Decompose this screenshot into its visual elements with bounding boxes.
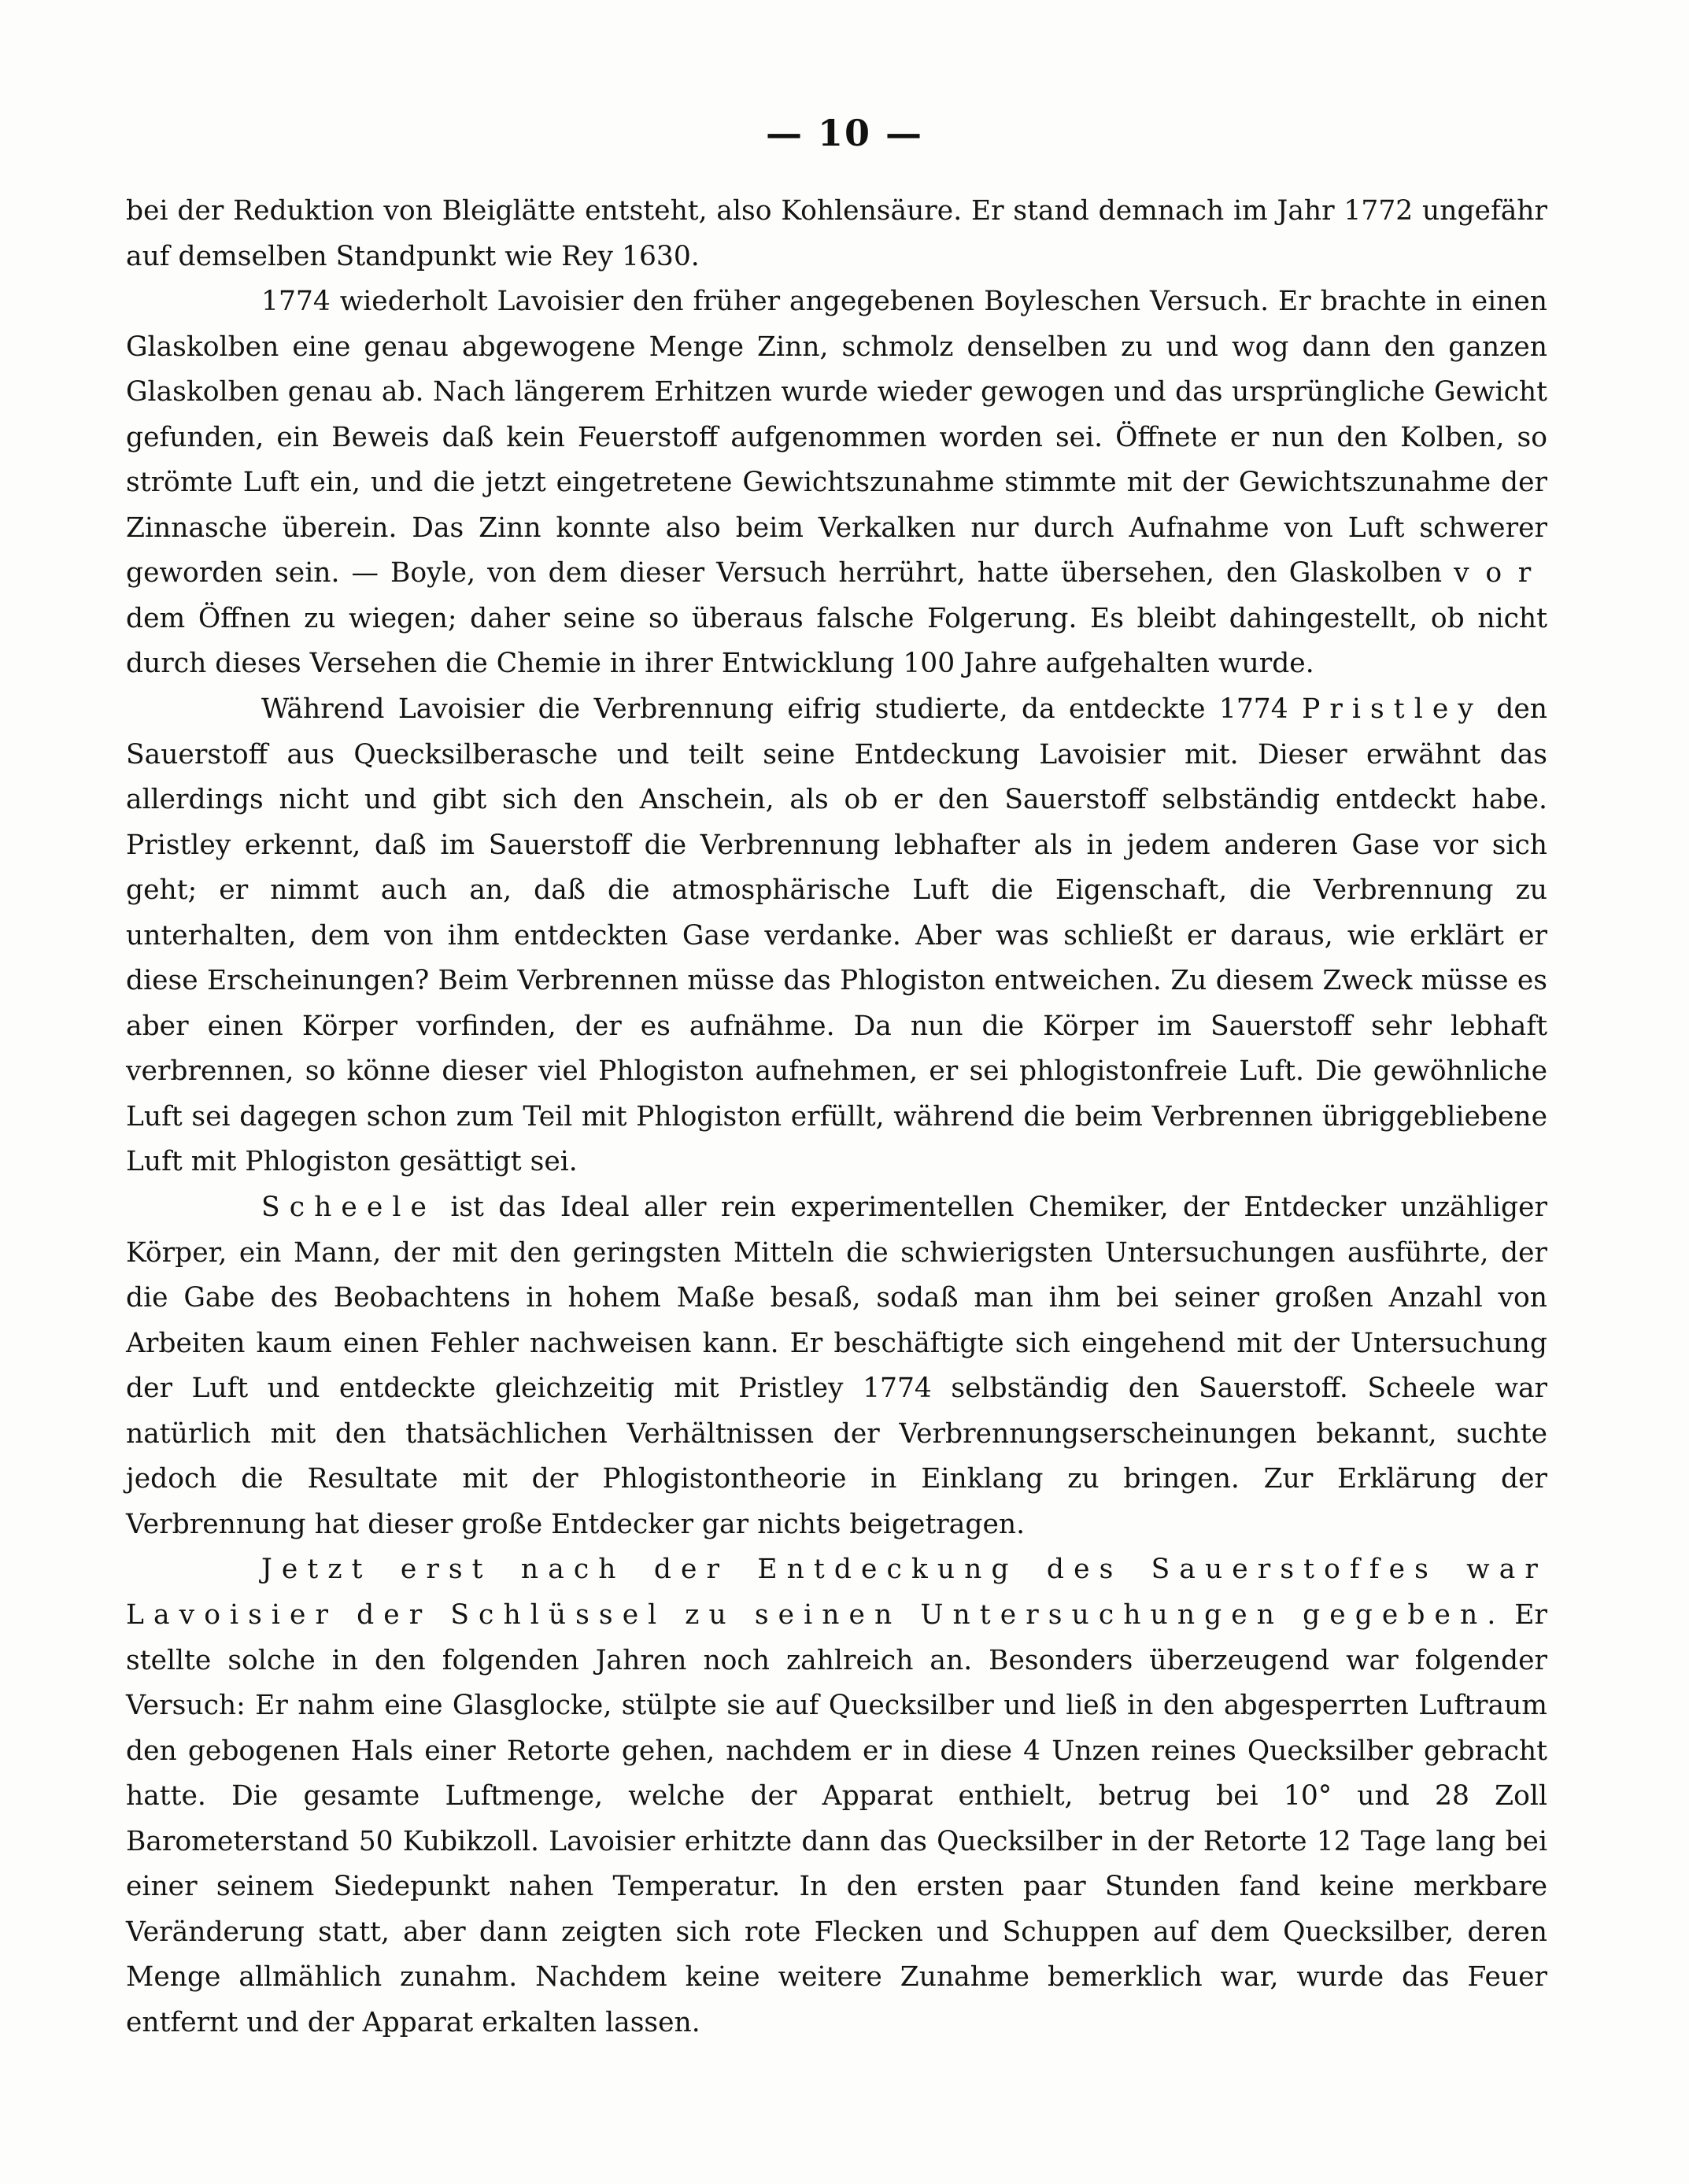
spaced-emphasis-vor: vor [1454,557,1547,589]
spaced-name-pristley: Pristley [1302,693,1483,726]
paragraph-5-text: Er stellte solche in den folgenden Jahren noch zahlreich an. Besonders überzeugend war folgender Versuch: Er nahm eine Glasglocke, stülpte sie auf Quecksilber und ließ in den abgesperrten Luftraum den gebogenen Hals einer Retorte gehen, nachdem er in diese 4 Unzen reines Quecksilber gebracht hatte. Die gesamte Luftmenge, welche der Apparat enthielt, betrug bei 10° und 28 Zoll Barometerstand 50 Kubikzoll. Lavoisier erhitzte dann das Quecksilber in der Retorte 12 Tage lang bei einer seinem Siedepunkt nahen Temperatur. In den ersten paar Stunden fand keine merkbare Veränderung statt, aber dann zeigten sich rote Flecken und Schuppen auf dem Quecksilber, deren Menge allmählich zunahm. Nachdem keine weitere Zunahme bemerklich war, wurde das Feuer entfernt und der Apparat erkalten lassen. [126,1598,1547,2038]
paragraph-2-text-b: dem Öffnen zu wiegen; daher seine so überaus falsche Folgerung. Es bleibt dahingestellt, ob nicht durch dieses Versehen die Chemie in ihrer Entwicklung 100 Jahre aufgehalten wurde. [126,602,1547,680]
page-body [126,189,1547,2045]
spaced-emphasis-sentence: Jetzt erst nach der Entdeckung des Sauerstoffes war Lavoisier der Schlüssel zu seinen Untersuchungen gegeben. [126,1554,1547,1631]
paragraph-1-text: bei der Reduktion von Bleiglätte entsteht, also Kohlensäure. Er stand demnach im Jahr 1772 ungefähr auf demselben Standpunkt wie Rey 1630. [126,195,1547,272]
page-number: — 10 — [765,112,924,154]
paragraph-2 [126,279,1547,687]
paragraph-4-text: ist das Ideal aller rein experimentellen Chemiker, der Entdecker unzähliger Körper, ein Mann, der mit den geringsten Mitteln die schwierigsten Untersuchungen ausführte, der die Gabe des Beobachtens in hohem Maße besaß, sodaß man ihm bei seiner großen Anzahl von Arbeiten kaum einen Fehler nachweisen kann. Er beschäftigte sich eingehend mit der Untersuchung der Luft und entdeckte gleichzeitig mit Pristley 1774 selbständig den Sauerstoff. Scheele war natürlich mit den thatsächlichen Verhältnissen der Verbrennungserscheinungen bekannt, suchte jedoch die Resultate mit der Phlogistontheorie in Einklang zu bringen. Zur Erklärung der Verbrennung hat dieser große Entdecker gar nichts beigetragen. [126,1192,1547,1540]
paragraph-3-text-a: Während Lavoisier die Verbrennung eifrig studierte, da entdeckte 1774 [261,693,1303,726]
spaced-name-scheele: Scheele [261,1192,436,1224]
paragraph-3-text-b: den Sauerstoff aus Quecksilberasche und teilt seine Entdeckung Lavoisier mit. Dieser erwähnt das allerdings nicht und gibt sich den Anschein, als ob er den Sauerstoff selbständig entdeckt habe. Pristley erkennt, daß im Sauerstoff die Verbrennung lebhafter als in jedem anderen Gase vor sich geht; er nimmt auch an, daß die atmosphärische Luft die Eigenschaft, die Verbrennung zu unterhalten, dem von ihm entdeckten Gase verdanke. Aber was schließt er daraus, wie erklärt er diese Erscheinungen? Beim Verbrennen müsse das Phlogiston entweichen. Zu diesem Zweck müsse es aber einen Körper vorfinden, der es aufnähme. Da nun die Körper im Sauerstoff sehr lebhaft verbrennen, so könne dieser viel Phlogiston aufnehmen, er sei phlogistonfreie Luft. Die gewöhnliche Luft sei dagegen schon zum Teil mit Phlogiston erfüllt, während die beim Verbrennen übriggebliebene Luft mit Phlogiston gesättigt sei. [126,693,1547,1178]
paragraph-5 [126,1547,1547,2045]
paragraph-4 [126,1185,1547,1547]
paragraph-1 [126,189,1547,279]
paragraph-3 [126,687,1547,1185]
paragraph-2-text-a: 1774 wiederholt Lavoisier den früher angegebenen Boyleschen Versuch. Er brachte in einen Glaskolben eine genau abgewogene Menge Zinn, schmolz denselben zu und wog dann den ganzen Glaskolben genau ab. Nach längerem Erhitzen wurde wieder gewogen und das ursprüngliche Gewicht gefunden, ein Beweis daß kein Feuerstoff aufgenommen worden sei. Öffnete er nun den Kolben, so strömte Luft ein, und die jetzt eingetretene Gewichtszunahme stimmte mit der Gewichtszunahme der Zinnasche überein. Das Zinn konnte also beim Verkalken nur durch Aufnahme von Luft schwerer geworden sein. — Boyle, von dem dieser Versuch herrührt, hatte übersehen, den Glaskolben [126,286,1547,589]
